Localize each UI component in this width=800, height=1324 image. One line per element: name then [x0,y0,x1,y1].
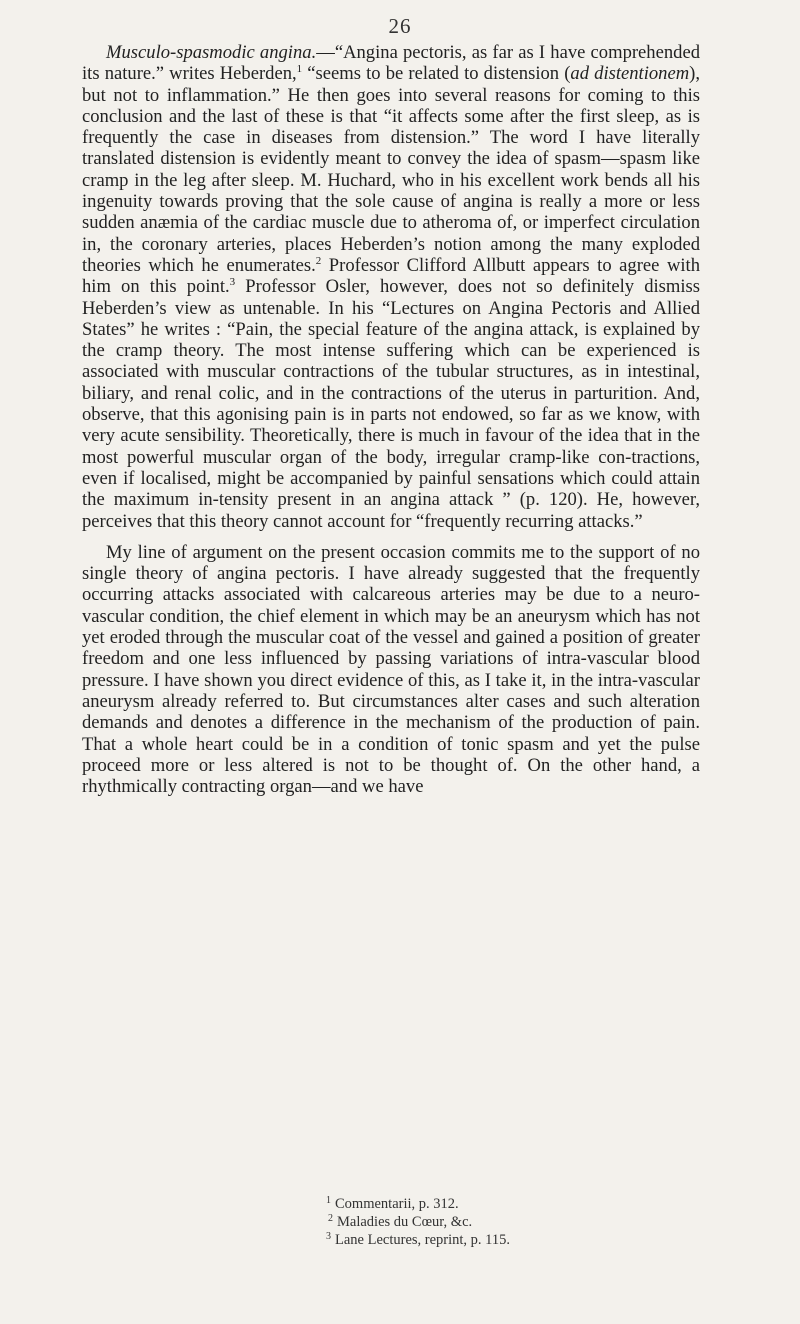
footnote-number: 1 [326,1195,331,1206]
footnote-text: Maladies du Cœur, &c. [337,1214,473,1230]
italic-phrase: ad distentionem [570,63,690,85]
text-run: ), but not to inflammation.” He then goes into several reasons for coming to this conclusion and the last of these is that “it affects some after the first sleep, as is frequently the case in diseases from distension.” The word I have literally translated distension is evidently meant to convey the idea of spasm—spasm like cramp in the leg after sleep. M. Huchard, who in his excellent work bends all his ingenuity towards proving that the sole cause of angina is really a more or less sudden anæmia of the cardiac muscle due to atheroma of, or imperfect circulation in, the coronary arteries, places Heberden’s notion among the many exploded theories which he enumerates. [82,63,701,276]
paragraph-line-of-argument: My line of argument on the present occasion commits me to the support of no single theory of angina pectoris. I have already suggested that the frequently occurring attacks associated with calcareous arteries may be due to a neuro-vascular condition, the chief element in which may be an aneurysm which has not yet eroded through the muscular coat of the vessel and gained a position of greater freedom and one less influenced by passing variations of intra-vascular blood pressure. I have shown you direct evidence of this, as I take it, in the intra-vascular aneurysm already referred to. But circumstances alter cases and such alteration demands and denotes a difference in the mechanism of the production of pain. That a whole heart could be in a condition of tonic spasm and yet the pulse proceed more or less altered is not to be thought of. On the other hand, a rhythmically contracting organ—and we have [82,541,700,798]
text-run: “seems to be related to distension ( [302,63,571,85]
body-text [82,42,700,797]
footnote-1 [326,1195,459,1213]
footnote-ref-1: 1 [296,63,303,76]
footnote-ref-2: 2 [315,254,322,267]
text-run: Professor Osler, however, does not so definitely dismiss Heberden’s view as untenable. In his “Lectures on Angina Pectoris and Allied States” he writes : “Pain, the special feature of the angina attack, is explained by the cramp theory. The most intense suffering which can be experienced is associated with muscular contractions of the tubular structures, as in intestinal, biliary, and renal colic, and in the contractions of the uterus in parturition. And, observe, that this agonising pain is in parts not endowed, so far as we know, with very acute sensibility. Theoretically, there is much in favour of the idea that in the most powerful muscular organ of the body, irregular cramp-like con-tractions, even if localised, might be accompanied by painful sensations which could attain the maximum in-tensity present in an angina attack ” (p. 120). He, however, perceives that this theory cannot account for “frequently recurring attacks.” [82,276,701,532]
footnote-2 [328,1213,472,1231]
footnote-3 [326,1231,510,1249]
paragraph-musculo-spasmodic-angina [82,42,700,532]
text-run: Professor Clifford Allbutt appears to agree with him on this point. [82,254,701,298]
text-run: —“Angina pectoris, as far as I have comprehended its nature.” writes Heberden, [82,42,701,85]
footnote-ref-3: 3 [229,276,236,289]
footnote-text: Lane Lectures, reprint, p. 115. [335,1232,511,1248]
footnote-text: Commentarii, p. 312. [335,1196,459,1212]
page-number: 26 [388,14,412,38]
section-heading: Musculo-spasmodic angina. [106,42,317,63]
footnote-number: 3 [326,1231,331,1242]
footnote-number: 2 [328,1213,333,1224]
